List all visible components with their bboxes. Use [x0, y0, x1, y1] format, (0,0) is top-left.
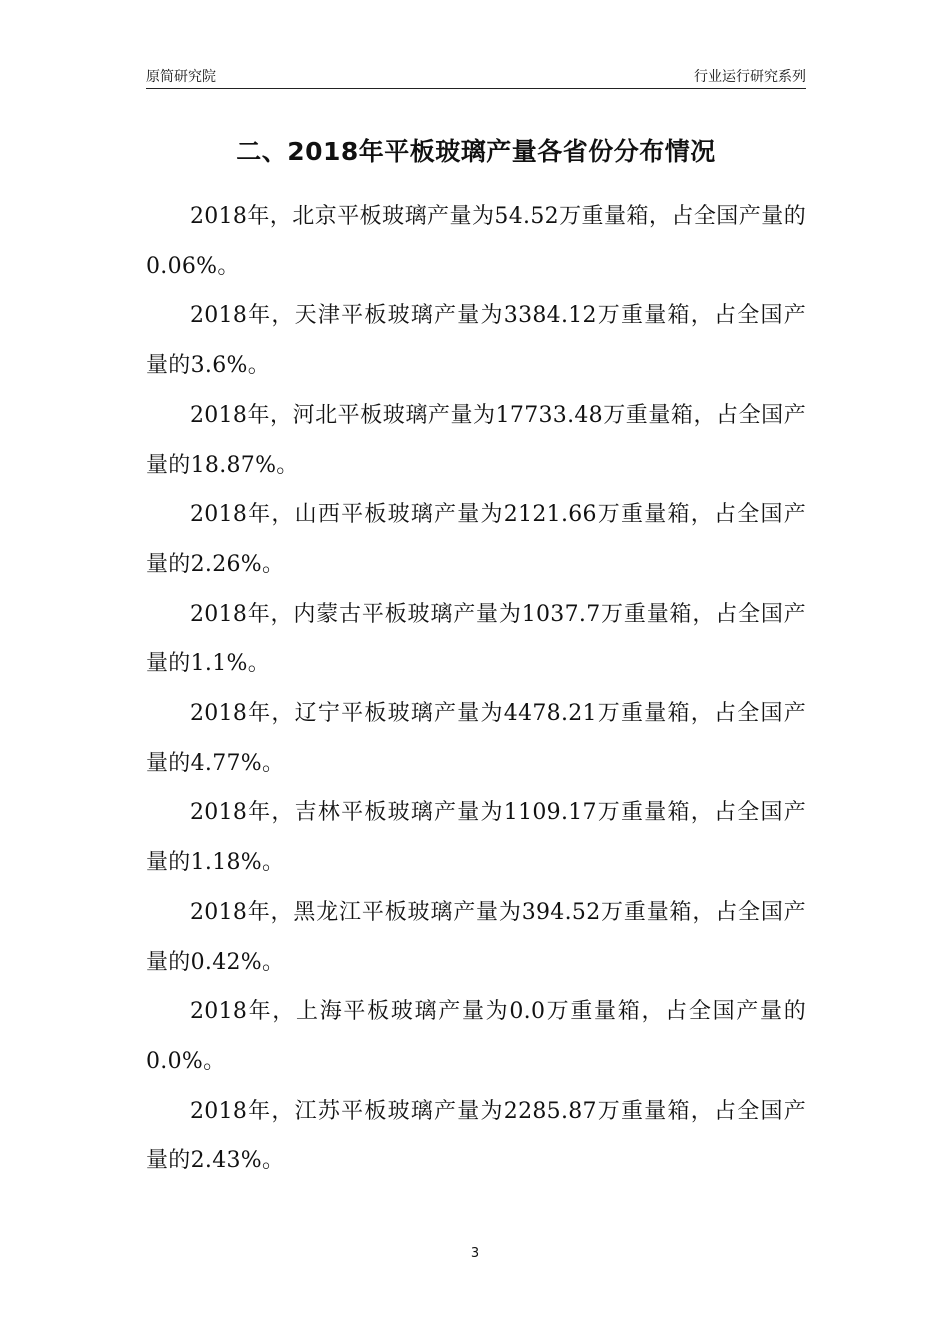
- paragraph-jilin: 2018年，吉林平板玻璃产量为1109.17万重量箱，占全国产量的1.18%。: [146, 800, 806, 876]
- section-title: 二、2018年平板玻璃产量各省份分布情况: [236, 137, 716, 166]
- paragraph-tianjin: 2018年，天津平板玻璃产量为3384.12万重量箱，占全国产量的3.6%。: [146, 303, 806, 379]
- body-text: [146, 192, 806, 1186]
- header-publisher: 原简研究院: [146, 69, 216, 85]
- page-header: [146, 66, 806, 89]
- paragraph-neimenggu: 2018年，内蒙古平板玻璃产量为1037.7万重量箱，占全国产量的1.1%。: [146, 601, 806, 677]
- paragraph-shanxi: 2018年，山西平板玻璃产量为2121.66万重量箱，占全国产量的2.26%。: [146, 502, 806, 577]
- paragraph-heilongjiang: 2018年，黑龙江平板玻璃产量为394.52万重量箱，占全国产量的0.42%。: [146, 899, 806, 975]
- page-number: 3: [470, 1246, 480, 1261]
- paragraph-jiangsu: 2018年，江苏平板玻璃产量为2285.87万重量箱，占全国产量的2.43%。: [146, 1098, 806, 1174]
- paragraph-shanghai: 2018年，上海平板玻璃产量为0.0万重量箱，占全国产量的0.0%。: [146, 999, 806, 1074]
- paragraph-beijing: 2018年，北京平板玻璃产量为54.52万重量箱，占全国产量的0.06%。: [146, 204, 806, 279]
- paragraph-liaoning: 2018年，辽宁平板玻璃产量为4478.21万重量箱，占全国产量的4.77%。: [146, 701, 806, 776]
- header-series: 行业运行研究系列: [694, 69, 806, 85]
- paragraph-hebei: 2018年，河北平板玻璃产量为17733.48万重量箱，占全国产量的18.87%。: [146, 402, 806, 478]
